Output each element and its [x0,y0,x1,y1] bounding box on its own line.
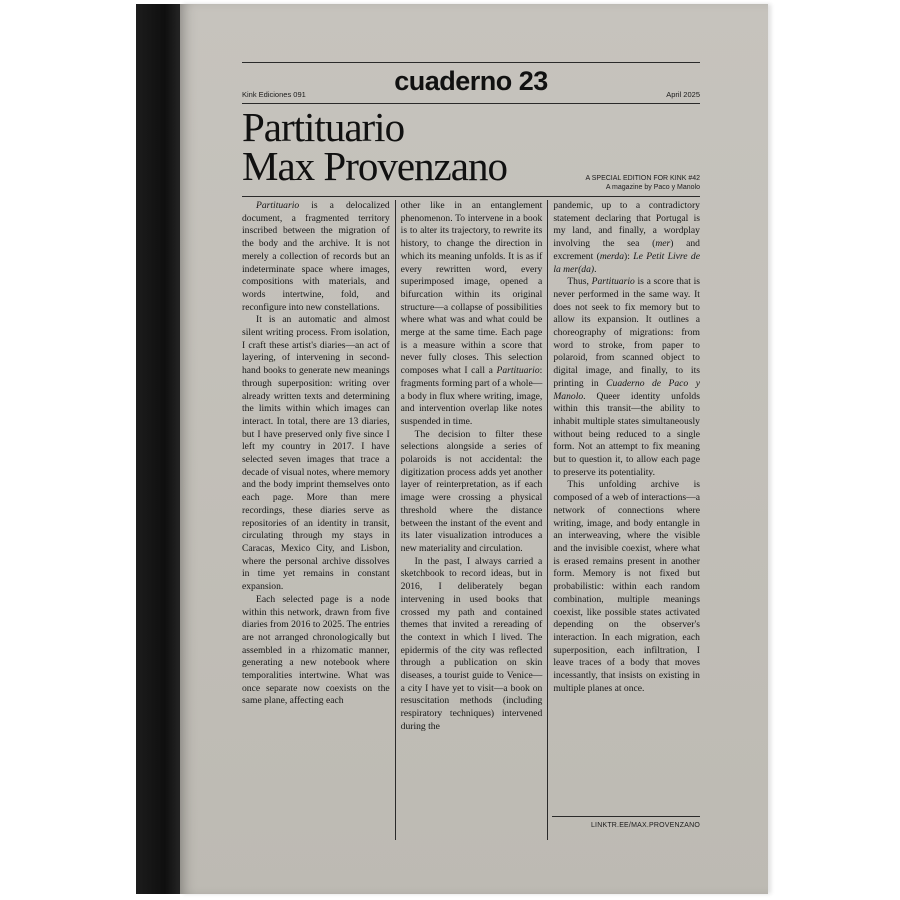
headline [242,104,507,189]
article-column-3 [547,200,700,840]
paragraph: pandemic, up to a contradictory statement declaring that Portugal is my land, and finally, a wordplay involving the sea (mer) and excrement (merda): Le Petit Livre de la mer(da). [553,200,700,275]
headline-author: Max Provenzano [242,143,507,189]
issue-date: April 2025 [666,90,700,99]
article-column-1 [242,200,395,840]
publisher-label: Kink Ediciones 091 [242,90,306,99]
article-column-2 [395,200,548,840]
paragraph: This unfolding archive is composed of a web of interactions—a network of connections where writing, image, and body entangle in an interweaving, where the visible and the invisible coexist, where what is erased remains present in another form. Memory is not fixed but probabilistic: within each random combination, multiple meanings coexist, like possible states activated depending on the observer's interaction. In each migration, each superposition, each infiltration, I leave traces of a body that moves incessantly, that insists on existing in multiple planes at once. [553,479,700,694]
edition-note [586,174,701,192]
magazine-cover [180,4,768,894]
paragraph: Thus, Partituario is a score that is never performed in the same way. It does not seek to fix memory but to allow its expansion. It outlines a choreography of migrations: from word to stroke, from paper to polaroid, from scanned object to digital image, and finally, to its printing in Cuaderno de Paco y Manolo. Queer identity unfolds within this transit—the ability to inhabit multiple states simultaneously without being reduced to a single form. Not an attempt to fix meaning but to question it, to allow each page to preserve its potentiality. [553,276,700,478]
masthead [242,62,700,104]
article-body [242,200,700,840]
edition-line: A SPECIAL EDITION FOR KINK #42 [585,175,700,182]
magazine-title: cuaderno 23 [394,66,548,96]
magazine-spine [136,4,184,894]
divider [242,196,700,197]
paragraph: Each selected page is a node within this network, drawn from five diaries from 2016 to 2025. The entries are not arranged chronologically but assembled in a rhizomatic manner, generating a new notebook where temporalities intertwine. What was once separate now coexists on the same plane, affecting each [242,593,390,707]
paragraph: Partituario is a delocalized document, a fragmented territory inscribed between the migration of the body and the archive. It is not merely a collection of records but an indeterminate space where images, compositions with materials, and words intertwine, fold, and reconfigure into new constellations. [242,200,390,313]
author-link[interactable]: LINKTR.EE/MAX.PROVENZANO [590,822,700,829]
headline-title: Partituario [242,104,405,150]
edition-byline: A magazine by Paco y Manolo [605,184,700,191]
paragraph: It is an automatic and almost silent writing process. From isolation, I craft these artist's diaries—an act of layering, of intervening in second-hand books to generate new meanings through superposition: writing over already written texts and determining the limits within which images can interact. In total, there are 13 diaries, but I have preserved only five since I left my country in 2017. I have selected seven images that trace a decade of visual notes, where memory and the body imprint themselves onto each page. More than mere recordings, these diaries serve as repositories of an identity in transit, circulating through my stays in Caracas, Mexico City, and Lisbon, where the personal archive dissolves in time yet remains in constant expansion. [242,314,390,593]
paragraph: The decision to filter these selections alongside a series of polaroids is not accidental: the digitization process adds yet another layer of reinterpretation, as if each image were crossing a physical threshold where the distance between the instant of the event and its later visualization introduces a new materiality and circulation. [400,428,543,554]
paragraph: In the past, I always carried a sketchbook to record ideas, but in 2016, I deliberately began intervening in used books that crossed my path and contained themes that invited a rereading of the context in which I lived. The epidermis of the city was reflected through a publication on skin diseases, a tourist guide to Venice—a city I have yet to visit—a book on resuscitation methods (including respiratory techniques) intervened during the [400,555,543,732]
paragraph: other like in an entanglement phenomenon. To intervene in a book is to alter its trajectory, to rewrite its history, to change the direction in which its meaning unfolds. It is as if every rewritten word, every superimposed image, opened a bifurcation within its original structure—a collapse of possibilities where what was and what could be merge at the same time. Each page is a measure within a score that never fully closes. This selection composes what I call a Partituario: fragments forming part of a whole—a body in flux where writing, image, and intervention overlap like notes suspended in time. [400,200,543,427]
divider [552,816,700,817]
